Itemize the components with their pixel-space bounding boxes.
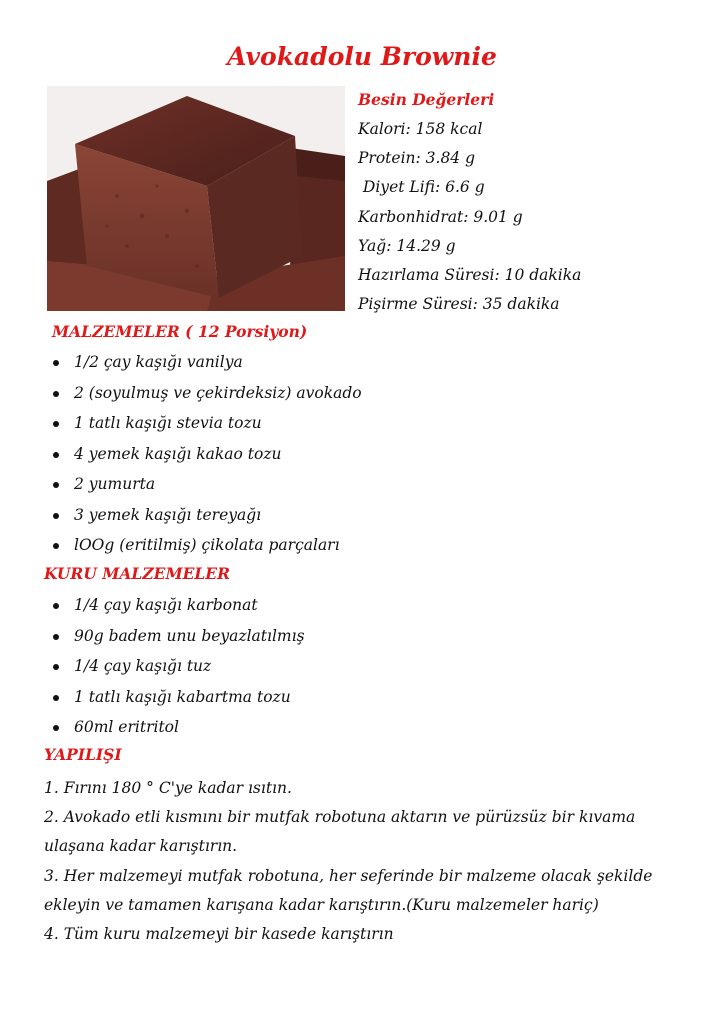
bullet-icon (53, 725, 59, 731)
list-item: 1 tatlı kaşığı stevia tozu (50, 411, 362, 442)
dry-ingredients-heading: KURU MALZEMELER (44, 564, 231, 583)
nutrition-row-prep-time: Hazırlama Süresi: 10 dakika (358, 265, 582, 284)
nutrition-row-fiber: Diyet Lifi: 6.6 g (358, 178, 485, 197)
bullet-icon (53, 664, 59, 670)
list-item: 1/2 çay kaşığı vanilya (50, 350, 362, 381)
instruction-line: 2. Avokado etli kısmını bir mutfak robotuna aktarın ve pürüzsüz bir kıvama (44, 808, 636, 827)
bullet-icon (53, 543, 59, 549)
bullet-icon (53, 360, 59, 366)
nutrition-panel (358, 88, 698, 321)
instruction-line: ulaşana kadar karıştırın. (44, 837, 238, 856)
bullet-icon (53, 452, 59, 458)
brownie-photo (47, 86, 345, 311)
ingredients-list (50, 350, 362, 564)
instruction-line: 1. Fırını 180 ° C'ye kadar ısıtın. (44, 779, 292, 797)
nutrition-heading: Besin Değerleri (358, 90, 495, 109)
list-item: 1/4 çay kaşığı tuz (50, 654, 305, 685)
bullet-icon (53, 695, 59, 701)
instructions-heading: YAPILIŞI (44, 745, 122, 764)
list-item: 60ml eritritol (50, 715, 305, 746)
bullet-icon (53, 513, 59, 519)
nutrition-row-protein: Protein: 3.84 g (358, 149, 476, 168)
nutrition-row-carbs: Karbonhidrat: 9.01 g (358, 207, 523, 226)
bullet-icon (53, 482, 59, 488)
nutrition-row-fat: Yağ: 14.29 g (358, 236, 456, 255)
nutrition-row-cook-time: Pişirme Süresi: 35 dakika (358, 295, 560, 314)
recipe-title: Avokadolu Brownie (227, 42, 497, 71)
instruction-line: 3. Her malzemeyi mutfak robotuna, her seferinde bir malzeme olacak şekilde (44, 866, 653, 885)
list-item: 2 (soyulmuş ve çekirdeksiz) avokado (50, 381, 362, 412)
list-item: lOOg (eritilmiş) çikolata parçaları (50, 533, 362, 564)
ingredients-heading: MALZEMELER ( 12 Porsiyon) (52, 322, 308, 341)
list-item: 4 yemek kaşığı kakao tozu (50, 442, 362, 473)
instructions-body (44, 774, 684, 949)
dry-ingredients-list (50, 593, 305, 746)
list-item: 1/4 çay kaşığı karbonat (50, 593, 305, 624)
list-item: 2 yumurta (50, 472, 362, 503)
bullet-icon (53, 421, 59, 427)
bullet-icon (53, 391, 59, 397)
list-item: 3 yemek kaşığı tereyağı (50, 503, 362, 534)
list-item: 90g badem unu beyazlatılmış (50, 624, 305, 655)
instruction-line: 4. Tüm kuru malzemeyi bir kasede karıştırın (44, 925, 394, 944)
brownie-illustration (47, 86, 345, 311)
nutrition-row-calories: Kalori: 158 kcal (358, 120, 483, 138)
bullet-icon (53, 634, 59, 640)
list-item: 1 tatlı kaşığı kabartma tozu (50, 685, 305, 716)
instruction-line: ekleyin ve tamamen karışana kadar karıştırın.(Kuru malzemeler hariç) (44, 895, 599, 914)
bullet-icon (53, 603, 59, 609)
